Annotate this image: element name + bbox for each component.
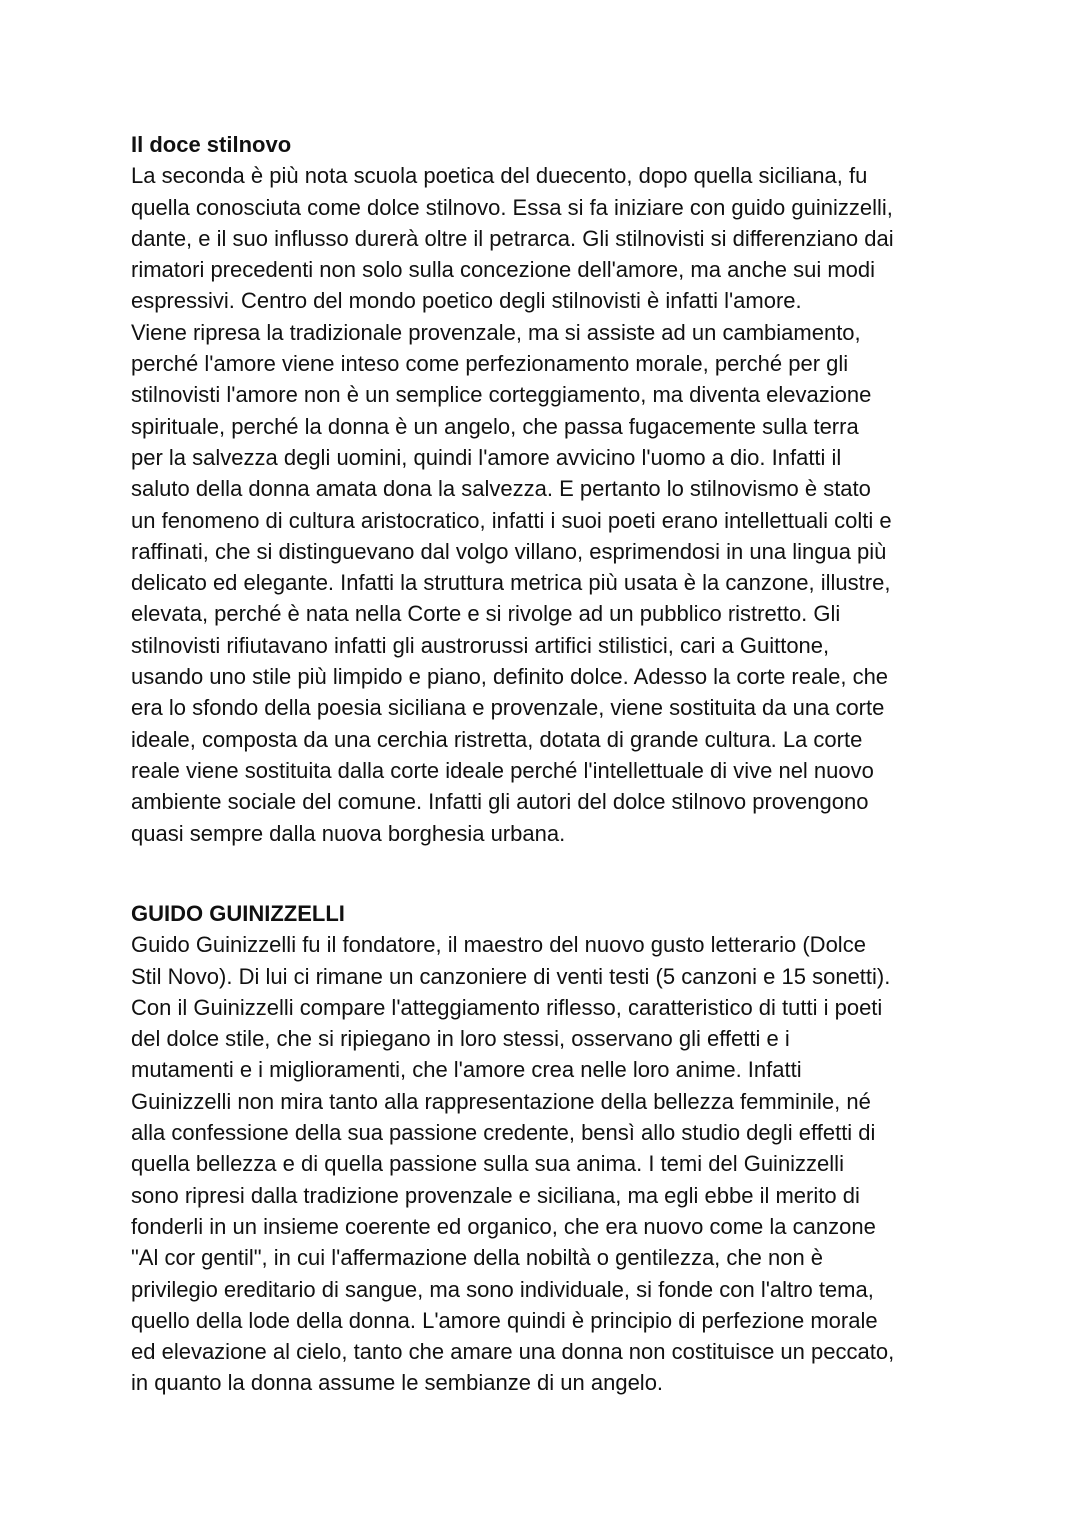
text-line: raffinati, che si distinguevano dal volgo villano, esprimendosi in una lingua più	[131, 538, 887, 564]
text-line: in quanto la donna assume le sembianze di un angelo.	[131, 1370, 664, 1396]
text-line: quella bellezza e di quella passione sulla sua anima. I temi del Guinizzelli	[131, 1151, 844, 1177]
text-line: dante, e il suo influsso durerà oltre il petrarca. Gli stilnovisti si differenziano dai	[131, 225, 894, 251]
text-line: spirituale, perché la donna è un angelo, che passa fugacemente sulla terra	[131, 413, 859, 439]
text-line: un fenomeno di cultura aristocratico, infatti i suoi poeti erano intellettuali colti e	[131, 507, 892, 533]
section-heading: GUIDO GUINIZZELLI	[131, 901, 345, 926]
text-line: per la salvezza degli uomini, quindi l'amore avvicino l'uomo a dio. Infatti il	[131, 444, 842, 470]
text-line: reale viene sostituita dalla corte ideale perché l'intellettuale di vive nel nuovo	[131, 757, 874, 783]
text-line: quella conosciuta come dolce stilnovo. Essa si fa iniziare con guido guinizzelli,	[131, 194, 893, 220]
text-line: Stil Novo). Di lui ci rimane un canzoniere di venti testi (5 canzoni e 15 sonetti).	[131, 963, 891, 989]
text-line: alla confessione della sua passione credente, bensì allo studio degli effetti di	[131, 1120, 876, 1146]
text-line: usando uno stile più limpido e piano, definito dolce. Adesso la corte reale, che	[131, 664, 889, 690]
text-line: perché l'amore viene inteso come perfezionamento morale, perché per gli	[131, 351, 849, 377]
section-dolce-stilnovo	[131, 129, 961, 849]
text-line: stilnovisti l'amore non è un semplice corteggiamento, ma diventa elevazione	[131, 382, 872, 408]
text-line: ed elevazione al cielo, tanto che amare una donna non costituisce un peccato,	[131, 1339, 895, 1365]
section-heading: Il doce stilnovo	[131, 132, 292, 157]
text-line: saluto della donna amata dona la salvezza. E pertanto lo stilnovismo è stato	[131, 476, 871, 502]
text-line: "Al cor gentil", in cui l'affermazione della nobiltà o gentilezza, che non è	[131, 1245, 824, 1271]
text-line: ambiente sociale del comune. Infatti gli autori del dolce stilnovo provengono	[131, 789, 869, 815]
text-line: era lo sfondo della poesia siciliana e provenzale, viene sostituita da una corte	[131, 695, 885, 721]
text-line: quello della lode della donna. L'amore quindi è principio di perfezione morale	[131, 1307, 878, 1333]
text-line: Viene ripresa la tradizionale provenzale, ma si assiste ad un cambiamento,	[131, 319, 861, 345]
section-guido-guinizzelli	[131, 898, 961, 1399]
text-line: elevata, perché è nata nella Corte e si rivolge ad un pubblico ristretto. Gli	[131, 601, 841, 627]
text-line: stilnovisti rifiutavano infatti gli austrorussi artifici stilistici, cari a Guittone,	[131, 632, 830, 658]
text-line: privilegio ereditario di sangue, ma sono individuale, si fonde con l'altro tema,	[131, 1276, 874, 1302]
text-line: La seconda è più nota scuola poetica del duecento, dopo quella siciliana, fu	[131, 163, 868, 189]
text-line: sono ripresi dalla tradizione provenzale e siciliana, ma egli ebbe il merito di	[131, 1182, 860, 1208]
section-body	[131, 160, 961, 849]
text-line: mutamenti e i miglioramenti, che l'amore crea nelle loro anime. Infatti	[131, 1057, 802, 1083]
text-line: delicato ed elegante. Infatti la struttura metrica più usata è la canzone, illustre,	[131, 570, 891, 596]
text-line: fonderli in un insieme coerente ed organico, che era nuovo come la canzone	[131, 1213, 876, 1239]
text-line: espressivi. Centro del mondo poetico degli stilnovisti è infatti l'amore.	[131, 288, 802, 314]
text-line: rimatori precedenti non solo sulla concezione dell'amore, ma anche sui modi	[131, 257, 876, 283]
text-line: Guido Guinizzelli fu il fondatore, il maestro del nuovo gusto letterario (Dolce	[131, 932, 866, 958]
section-body	[131, 929, 961, 1398]
text-line: quasi sempre dalla nuova borghesia urbana.	[131, 820, 566, 846]
text-line: ideale, composta da una cerchia ristretta, dotata di grande cultura. La corte	[131, 726, 863, 752]
text-line: Guinizzelli non mira tanto alla rappresentazione della bellezza femminile, né	[131, 1088, 871, 1114]
text-line: del dolce stile, che si ripiegano in loro stessi, osservano gli effetti e i	[131, 1026, 790, 1052]
text-line: Con il Guinizzelli compare l'atteggiamento riflesso, caratteristico di tutti i poeti	[131, 994, 883, 1020]
